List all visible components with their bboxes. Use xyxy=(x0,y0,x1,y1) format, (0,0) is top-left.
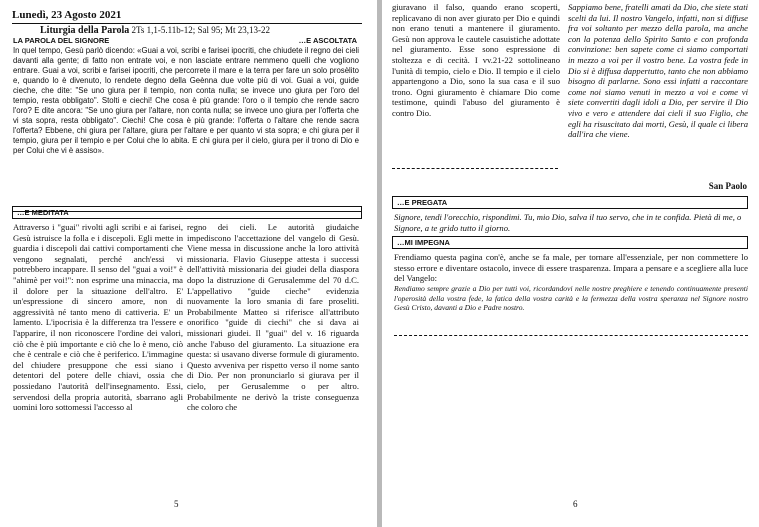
divider xyxy=(392,168,558,169)
page-number: 6 xyxy=(573,499,578,509)
pregata-box xyxy=(392,196,748,209)
page-date: Lunedì, 23 Agosto 2021 xyxy=(12,9,122,21)
pregata-text: Signore, tendi l'orecchio, rispondimi. Tu, mio Dio, salva il tuo servo, che in te confida. Pietà di me, o Signore, a te grido tutto il giorno. xyxy=(394,212,742,233)
liturgy-refs: 2Ts 1,1-5.11b-12; Sal 95; Mt 23,13-22 xyxy=(131,25,271,35)
impegna-label: …MI IMPEGNA xyxy=(397,238,450,247)
liturgy-title: Liturgia della Parola xyxy=(40,25,130,36)
gospel-text: In quel tempo, Gesù parlò dicendo: «Guai a voi, scribi e farisei ipocriti, che chiudete il regno dei cieli davanti alla gente; di fatto non entrate voi, e non lasciate entrare nemmeno quelli che vogliono entrare. Guai a voi, scribi e farisei ipocriti, che percorrete il mare e la terra per fare un solo prosèlito e, quando lo è divenuto, lo rendete degno della Geènna due volte più di voi. Guai a voi, guide cieche, che dite: "Se uno giura per il tempio, non conta nulla; se invece uno giura per l'oro del tempio, resta obbligato". Stolti e ciechi! Che cosa è più grande: l'oro o il tempio che rende sacro l'oro? E dite ancora: "Se uno giura per l'altare, non conta nulla; se invece uno giura per l'offerta che vi sta sopra, resta obbligato". Ciechi! Che cosa è più grande: l'offerta o l'altare che rende sacra l'offerta? Ebbene, chi giura per l'altare, giura per l'altare e per quanto vi sta sopra; e chi giura per il tempio, giura per il tempio e per Colui che lo abita. E chi giura per il cielo, giura per il trono di Dio e per Colui che vi è assiso». xyxy=(13,46,359,155)
right-column-2: Sappiamo bene, fratelli amati da Dio, che siete stati scelti da lui. Il nostro Vangelo, infatti, non si diffuse fra voi soltanto per mezzo della parola, ma anche con la potenza dello Spirito Santo e con profonda convinzione: ben sapete come ci siamo comportati in mezzo a voi per il vostro bene. La vostra fede in Dio si è diffusa dappertutto, tanto che non abbiamo bisogno di parlarne. Sono essi infatti a raccontare come noi siamo venuti in mezzo a voi e come vi siete convertiti dagli idoli a Dio, per servire il Dio vivo e vero e attendere dai cieli il suo Figlio, che egli ha risuscitato dai morti, Gesù, il quale ci libera dall'ira che viene. xyxy=(568,2,748,140)
ascoltata-label: …E ASCOLTATA xyxy=(298,36,357,45)
divider xyxy=(12,23,362,24)
impegna-text: Frendiamo questa pagina con'è, anche se fa male, per tornare all'essenziale, per non commettere lo stesso errore e diventare ostacolo, invece di essere trasparenza. Impara a pensare e a scegliere alla luce del Vangelo: xyxy=(394,252,748,284)
divider xyxy=(394,335,748,336)
page-left xyxy=(0,0,377,527)
meditata-column-1: Attraverso i "guai" rivolti agli scribi e ai farisei, Gesù istruisce la folla e i discepoli. Egli mette in guardia i discepoli dai cattivi comportamenti che vengono segnalati, perché anch'essi vi potrebbero incappare. Il senso del "guai a voi!" è "ahimè per voi!": non esprime una minaccia, ma il dolore per la situazione dell'altro. E' un'espressione di sincero amore, non di aggressività né tanto meno di cattiveria. E' un lamento. L'ipocrisia è la differenza tra l'essere e l'apparire, il non riconoscere l'ordine dei valori, ciò che è più importante e ciò che lo è meno, ciò che è centrale e ciò che è periferico. L'immagine del chiudere presuppone che essi siano i detentori del potere delle chiavi, ossia che possiedano l'autorità dell'insegnamento. Essi, servendosi della propria autorità, sbarrano agli uomini loro sottomessi l'accesso al xyxy=(13,222,183,413)
page-number: 5 xyxy=(174,499,179,509)
page-right xyxy=(382,0,759,527)
liturgy-header xyxy=(40,25,270,36)
impegna-italic-text: Rendiamo sempre grazie a Dio per tutti voi, ricordandovi nelle nostre preghiere e tenendo continuamente presenti l'operosità della vostra fede, la fatica della vostra carità e la fermezza della vostra speranza nel Signore nostro Gesù Cristo, davanti a Dio e Padre nostro. xyxy=(394,284,748,313)
pregata-label: …E PREGATA xyxy=(397,198,448,207)
signature: San Paolo xyxy=(708,181,747,191)
parola-label: LA PAROLA DEL SIGNORE xyxy=(13,36,110,45)
meditata-column-2: regno dei cieli. Le autorità giudaiche impediscono l'accettazione del vangelo di Gesù. Viene messa in discussione anche la loro attività missionaria. Flavio Giuseppe attesta i successi dell'attività missionaria dei giudei della diaspora dopo la distruzione di Gerusalemme del 70 d.C. L'appellativo "guide cieche" evidenzia nuovamente la loro smania di fare proseliti. Probabilmente Matteo si riferisce all'attributo onorifico "guide di ciechi" che si dava ai missionari giudei. Il "guai" del v. 16 riguarda anche l'abuso del giuramento. La situazione era questa: si usavano diverse formule di giuramento. Questo avveniva per rispetto verso il nome santo di Dio. Per non pronunciarlo si giurava per il cielo, per Gerusalemme o per altro. Probabilmente ne derivò la triste conseguenza che coloro che xyxy=(187,222,359,413)
impegna-box xyxy=(392,236,748,249)
section-header-parola xyxy=(13,36,357,45)
meditata-box xyxy=(12,206,362,219)
meditata-label: …E MEDITATA xyxy=(17,208,69,217)
right-column-1: giuravano il falso, quando erano scoperti, replicavano di non aver giurato per Dio e quindi non erano tenuti a mantenere il giuramento. Gesù non approva le cautele casuistiche adottate nel giuramento. Esse sono espressione di stoltezza e di cecità. I vv.21-22 sottolineano l'unità di tempio, cielo e Dio. Il tempio e il cielo appartengono a Dio, sono la sua casa e il suo trono. Ogni giuramento è chiamare Dio come testimone, quindi l'abuso del giuramento è contro Dio. xyxy=(392,2,560,118)
